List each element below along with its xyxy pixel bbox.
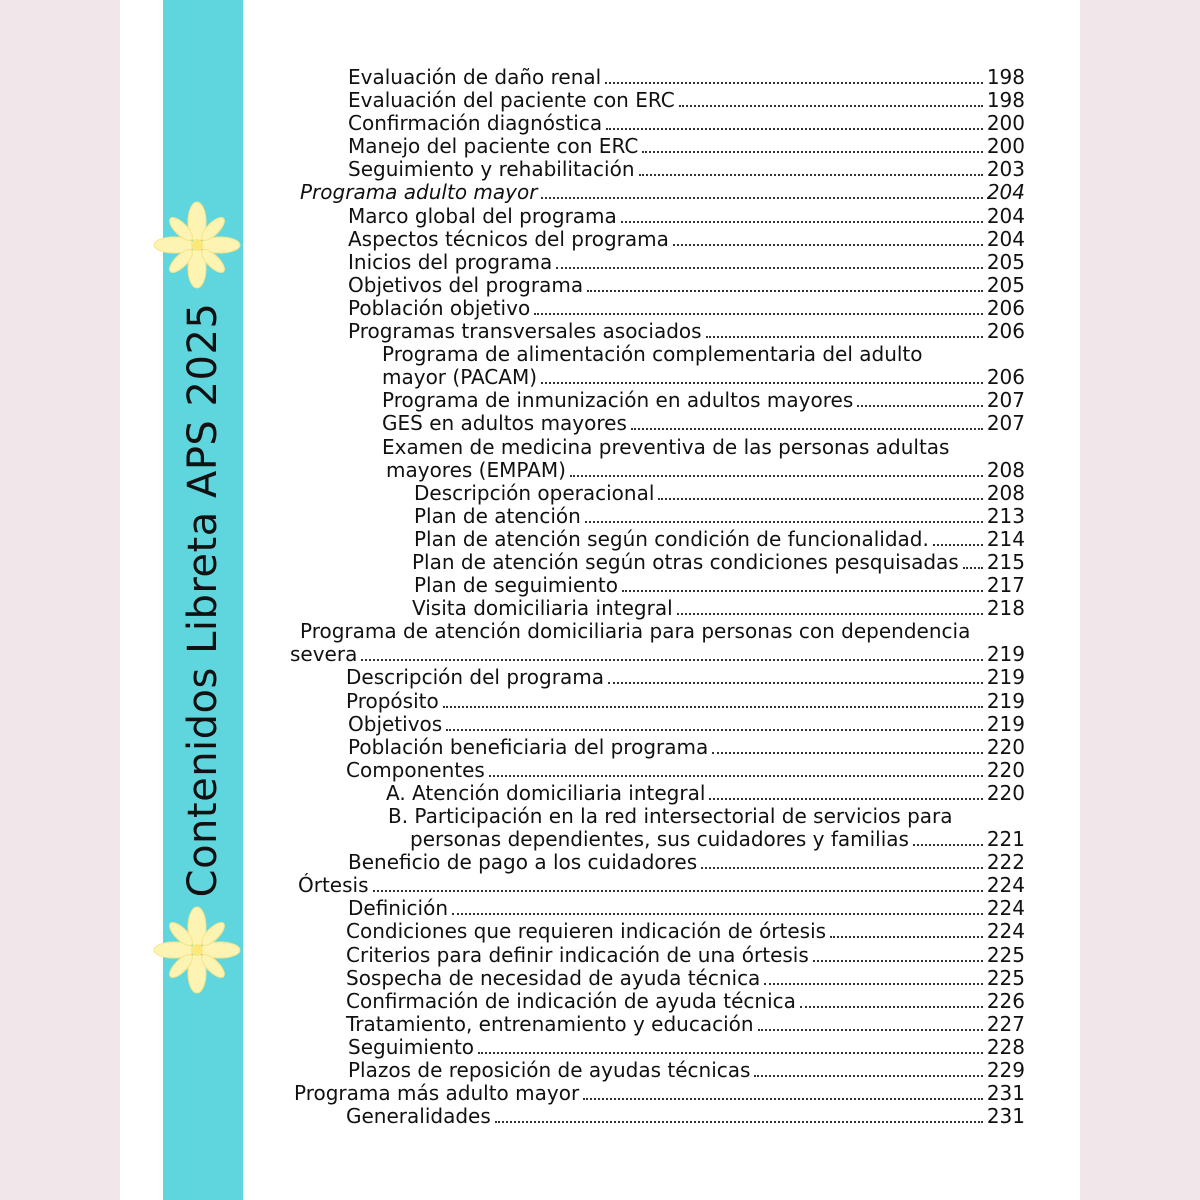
toc-leader-dots <box>489 775 983 777</box>
toc-entry-title: Generalidades <box>346 1104 491 1129</box>
toc-entry-page: 205 <box>986 249 1025 274</box>
toc-entry-title: Componentes <box>346 757 485 782</box>
toc-entry[interactable] <box>290 459 1025 482</box>
toc-entry[interactable] <box>290 851 1025 874</box>
toc-leader-dots <box>913 844 983 846</box>
toc-entry[interactable] <box>290 251 1025 274</box>
toc-leader-dots <box>712 752 983 754</box>
toc-entry[interactable] <box>290 897 1025 920</box>
toc-entry[interactable] <box>290 736 1025 759</box>
toc-entry-title: mayor (PACAM) <box>382 365 538 390</box>
toc-entry-title: Descripción operacional <box>414 480 655 505</box>
toc-leader-dots <box>605 82 983 84</box>
toc-entry[interactable] <box>290 297 1025 320</box>
toc-entry-page: 228 <box>986 1034 1025 1059</box>
toc-entry-page: 219 <box>986 642 1025 667</box>
toc-entry-title: GES en adultos mayores <box>382 411 627 436</box>
toc-entry[interactable] <box>290 1105 1025 1128</box>
toc-leader-dots <box>621 221 983 223</box>
toc-entry-title: Tratamiento, entrenamiento y educación <box>346 1011 754 1036</box>
toc-entry-title: Sospecha de necesidad de ayuda técnica <box>346 965 761 990</box>
toc-entry-page: 198 <box>986 88 1025 113</box>
toc-entry-title: B. Participación en la red intersectorial de servicios para <box>388 804 953 828</box>
toc-entry-page: 200 <box>986 134 1025 159</box>
toc-entry[interactable] <box>290 366 1025 389</box>
toc-entry-page: 204 <box>986 203 1025 228</box>
toc-entry-title: Examen de medicina preventiva de las personas adultas <box>382 434 950 459</box>
toc-leader-dots <box>361 659 982 661</box>
toc-entry[interactable] <box>290 759 1025 782</box>
toc-entry-title: Marco global del programa <box>348 203 617 228</box>
toc-entry[interactable] <box>290 1036 1025 1059</box>
toc-leader-dots <box>373 890 983 892</box>
toc-entry-title: Plan de atención según condición de funcionalidad. <box>414 526 929 551</box>
toc-entry[interactable] <box>290 89 1025 112</box>
toc-entry[interactable] <box>290 66 1025 89</box>
toc-entry-page: 213 <box>986 503 1025 528</box>
toc-entry[interactable] <box>290 412 1025 435</box>
toc-entry-page: 225 <box>986 965 1025 990</box>
toc-entry-title: Objetivos del programa <box>348 272 584 297</box>
toc-entry-title: Criterios para definir indicación de una órtesis <box>346 942 809 967</box>
toc-entry-page: 220 <box>986 780 1025 805</box>
toc-leader-dots <box>701 867 983 869</box>
toc-entry-title: Inicios del programa <box>348 249 553 274</box>
toc-leader-dots <box>642 151 983 153</box>
table-of-contents <box>290 66 1025 1128</box>
toc-leader-dots <box>478 1052 983 1054</box>
toc-entry-title: Seguimiento y rehabilitación <box>348 157 635 182</box>
toc-leader-dots <box>631 428 983 430</box>
sidebar-title: Contenidos Libreta APS 2025 <box>180 302 226 898</box>
toc-entry-title: Manejo del paciente con ERC <box>348 134 639 159</box>
toc-entry[interactable] <box>290 528 1025 551</box>
toc-entry[interactable] <box>290 874 1025 897</box>
flower-icon <box>152 200 242 290</box>
toc-leader-dots <box>800 1006 983 1008</box>
toc-entry[interactable] <box>290 389 1025 412</box>
toc-leader-dots <box>933 544 983 546</box>
toc-leader-dots <box>541 382 983 384</box>
toc-leader-dots <box>585 521 983 523</box>
toc-leader-dots <box>709 798 982 800</box>
toc-entry-title: Definición <box>348 896 448 921</box>
toc-leader-dots <box>622 590 983 592</box>
toc-entry[interactable] <box>290 274 1025 297</box>
toc-entry-page: 204 <box>986 180 1025 205</box>
toc-entry-page: 226 <box>986 988 1025 1013</box>
toc-entry-page: 207 <box>986 411 1025 436</box>
toc-entry-title: Evaluación de daño renal <box>348 65 602 89</box>
toc-entry-page: 220 <box>986 734 1025 759</box>
toc-entry-page: 203 <box>986 157 1025 182</box>
toc-leader-dots <box>587 290 983 292</box>
toc-entry-title: mayores (EMPAM) <box>386 457 566 482</box>
toc-entry[interactable] <box>290 828 1025 851</box>
toc-entry-title: Programa adulto mayor <box>300 180 538 205</box>
toc-entry-title: Programas transversales asociados <box>348 319 702 344</box>
toc-leader-dots <box>583 1098 983 1100</box>
toc-entry[interactable] <box>290 920 1025 943</box>
toc-entry-page: 227 <box>986 1011 1025 1036</box>
toc-entry-page: 219 <box>986 688 1025 713</box>
toc-entry-page: 198 <box>986 65 1025 89</box>
toc-entry-title: Descripción del programa <box>346 665 604 690</box>
toc-entry[interactable] <box>290 436 1025 459</box>
toc-entry[interactable] <box>290 990 1025 1013</box>
toc-entry[interactable] <box>290 205 1025 228</box>
toc-entry[interactable] <box>290 551 1025 574</box>
toc-entry[interactable] <box>290 343 1025 366</box>
toc-entry-page: 224 <box>986 919 1025 944</box>
toc-leader-dots <box>830 936 983 938</box>
toc-entry[interactable] <box>290 690 1025 713</box>
toc-leader-dots <box>541 197 982 199</box>
toc-entry-title: Plazos de reposición de ayudas técnicas <box>348 1058 751 1083</box>
toc-entry-title: Programa de atención domiciliaria para personas con dependencia <box>300 619 971 644</box>
toc-entry[interactable] <box>290 805 1025 828</box>
toc-entry-page: 231 <box>986 1081 1025 1106</box>
toc-leader-dots <box>677 613 983 615</box>
toc-leader-dots <box>606 128 983 130</box>
toc-entry[interactable] <box>290 135 1025 158</box>
toc-entry-page: 215 <box>986 549 1025 574</box>
toc-entry-page: 221 <box>986 827 1025 852</box>
toc-entry-page: 208 <box>986 457 1025 482</box>
toc-leader-dots <box>495 1121 983 1123</box>
toc-entry[interactable] <box>290 944 1025 967</box>
toc-entry-page: 205 <box>986 272 1025 297</box>
toc-leader-dots <box>679 105 983 107</box>
toc-entry-title: Beneficio de pago a los cuidadores <box>348 850 698 875</box>
toc-entry[interactable] <box>290 967 1025 990</box>
toc-entry-title: Población beneficiaria del programa <box>348 734 709 759</box>
toc-entry-page: 222 <box>986 850 1025 875</box>
toc-entry[interactable] <box>290 181 1025 204</box>
toc-entry-title: Plan de atención según otras condiciones pesquisadas <box>412 549 959 574</box>
toc-leader-dots <box>857 405 983 407</box>
toc-entry[interactable] <box>290 597 1025 620</box>
toc-leader-dots <box>764 983 982 985</box>
toc-entry-page: 206 <box>986 365 1025 390</box>
toc-entry[interactable] <box>290 112 1025 135</box>
toc-leader-dots <box>673 244 983 246</box>
toc-entry-page: 224 <box>986 896 1025 921</box>
toc-entry[interactable] <box>290 1013 1025 1036</box>
toc-leader-dots <box>452 913 983 915</box>
toc-entry-page: 219 <box>986 711 1025 736</box>
toc-entry-title: personas dependientes, sus cuidadores y familias <box>410 827 909 852</box>
toc-entry[interactable] <box>290 482 1025 505</box>
toc-entry-page: 231 <box>986 1104 1025 1129</box>
toc-entry[interactable] <box>290 574 1025 597</box>
toc-entry[interactable] <box>290 713 1025 736</box>
toc-entry-page: 206 <box>986 319 1025 344</box>
toc-entry-title: Confirmación de indicación de ayuda técnica <box>346 988 796 1013</box>
toc-entry-title: Población objetivo <box>348 295 531 320</box>
toc-entry-page: 219 <box>986 665 1025 690</box>
flower-icon <box>152 905 242 995</box>
toc-entry[interactable] <box>290 505 1025 528</box>
toc-entry-title: A. Atención domiciliaria integral <box>386 780 706 805</box>
toc-entry-title: Evaluación del paciente con ERC <box>348 88 675 113</box>
toc-entry-page: 204 <box>986 226 1025 251</box>
toc-entry-page: 225 <box>986 942 1025 967</box>
toc-entry-title: Programa de inmunización en adultos mayores <box>382 388 854 413</box>
toc-entry-page: 220 <box>986 757 1025 782</box>
toc-leader-dots <box>639 174 983 176</box>
toc-entry[interactable] <box>290 643 1025 666</box>
toc-leader-dots <box>758 1029 983 1031</box>
toc-entry-title: Confirmación diagnóstica <box>348 111 603 136</box>
toc-leader-dots <box>570 475 983 477</box>
toc-leader-dots <box>556 267 983 269</box>
toc-leader-dots <box>754 1075 982 1077</box>
toc-entry[interactable] <box>290 1059 1025 1082</box>
toc-entry-page: 217 <box>986 573 1025 598</box>
toc-entry-title: Aspectos técnicos del programa <box>348 226 669 251</box>
toc-leader-dots <box>446 729 983 731</box>
toc-entry-title: Programa más adulto mayor <box>294 1081 580 1106</box>
toc-entry-title: severa <box>290 642 358 667</box>
toc-entry[interactable] <box>290 228 1025 251</box>
toc-entry-title: Visita domiciliaria integral <box>412 596 673 621</box>
toc-entry-title: Plan de atención <box>414 503 581 528</box>
toc-entry[interactable] <box>290 1082 1025 1105</box>
toc-entry-page: 214 <box>986 526 1025 551</box>
toc-entry-page: 229 <box>986 1058 1025 1083</box>
toc-entry-page: 200 <box>986 111 1025 136</box>
toc-entry-title: Objetivos <box>348 711 443 736</box>
toc-entry-page: 206 <box>986 295 1025 320</box>
toc-entry-title: Plan de seguimiento <box>414 573 619 598</box>
toc-entry-title: Órtesis <box>298 873 369 898</box>
toc-entry-title: Condiciones que requieren indicación de órtesis <box>346 919 827 944</box>
toc-leader-dots <box>534 313 983 315</box>
toc-leader-dots <box>658 498 982 500</box>
toc-leader-dots <box>443 706 983 708</box>
toc-leader-dots <box>706 336 983 338</box>
toc-entry-title: Seguimiento <box>348 1034 475 1059</box>
toc-entry-page: 224 <box>986 873 1025 898</box>
toc-entry-page: 208 <box>986 480 1025 505</box>
toc-entry-title: Propósito <box>346 688 439 713</box>
toc-leader-dots <box>813 960 983 962</box>
toc-entry[interactable] <box>290 620 1025 643</box>
toc-entry-title: Programa de alimentación complementaria del adulto <box>382 342 923 367</box>
toc-entry-page: 218 <box>986 596 1025 621</box>
toc-entry-page: 207 <box>986 388 1025 413</box>
toc-entry[interactable] <box>290 666 1025 689</box>
toc-leader-dots <box>608 682 983 684</box>
toc-entry[interactable] <box>290 320 1025 343</box>
toc-entry[interactable] <box>290 782 1025 805</box>
toc-entry[interactable] <box>290 158 1025 181</box>
toc-leader-dots <box>963 567 983 569</box>
